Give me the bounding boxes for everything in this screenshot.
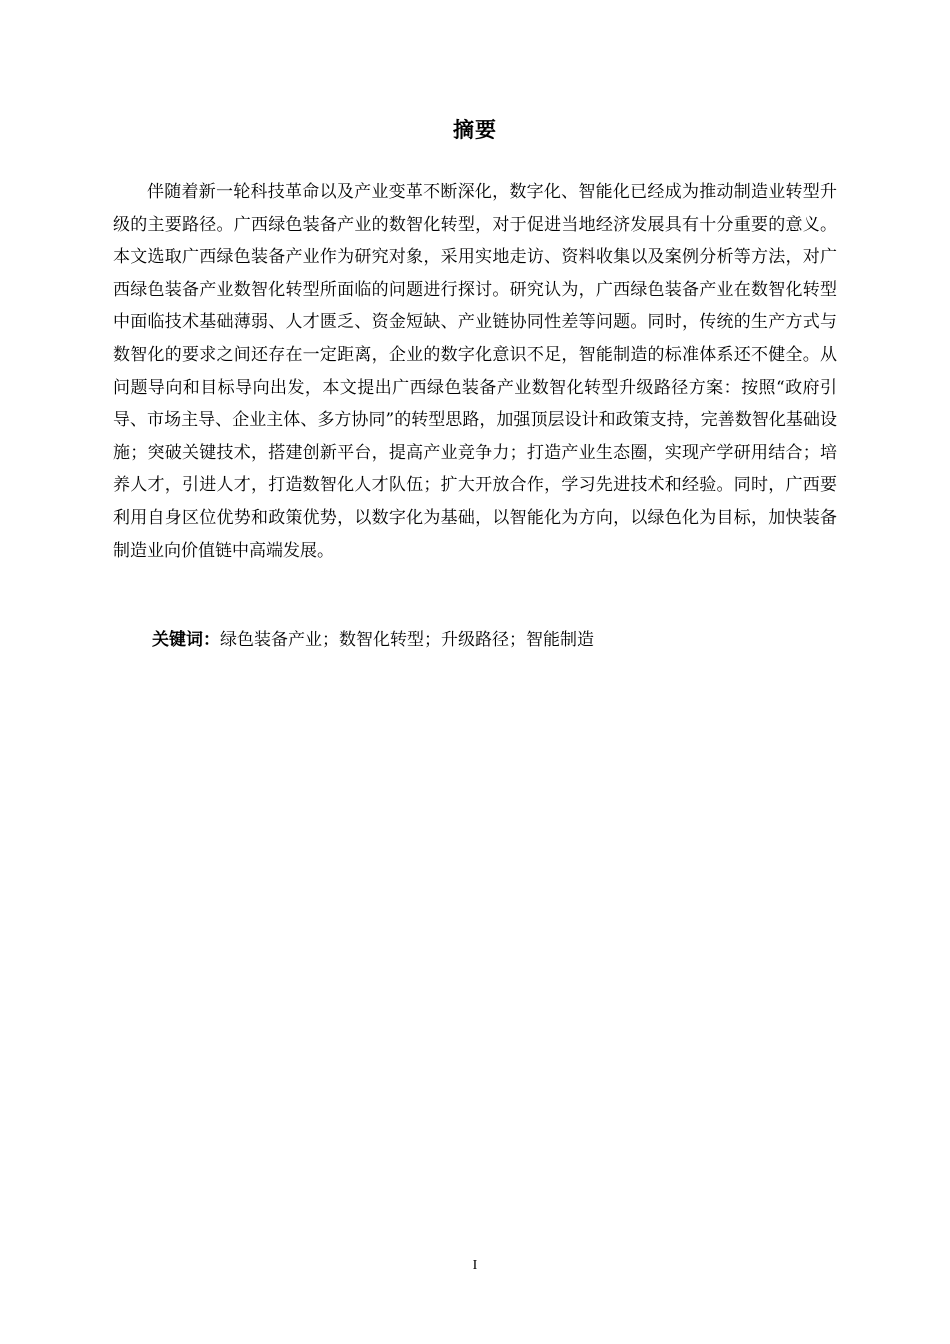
page-number: I xyxy=(472,1258,478,1273)
abstract-title: 摘要 xyxy=(453,118,497,142)
abstract-body: 伴随着新一轮科技革命以及产业变革不断深化，数字化、智能化已经成为推动制造业转型升级的主要路径。广西绿色装备产业的数智化转型，对于促进当地经济发展具有十分重要的意义。本文选取广西绿色装备产业作为研究对象，采用实地走访、资料收集以及案例分析等方法，对广西绿色装备产业数智化转型所面临的问题进行探讨。研究认为，广西绿色装备产业在数智化转型中面临技术基础薄弱、人才匮乏、资金短缺、产业链协同性差等问题。同时，传统的生产方式与数智化的要求之间还存在一定距离，企业的数字化意识不足，智能制造的标准体系还不健全。从问题导向和目标导向出发，本文提出广西绿色装备产业数智化转型升级路径方案：按照“政府引导、市场主导、企业主体、多方协同”的转型思路，加强顶层设计和政策支持，完善数智化基础设施；突破关键技术，搭建创新平台，提高产业竞争力；打造产业生态圈，实现产学研用结合；培养人才，引进人才，打造数智化人才队伍；扩大开放合作，学习先进技术和经验。同时，广西要利用自身区位优势和政策优势，以数字化为基础，以智能化为方向，以绿色化为目标，加快装备制造业向价值链中高端发展。 xyxy=(113,182,837,561)
keywords-line xyxy=(152,624,842,656)
keywords-list: 绿色装备产业；数智化转型；升级路径；智能制造 xyxy=(220,630,594,650)
keywords-label: 关键词： xyxy=(152,630,220,650)
